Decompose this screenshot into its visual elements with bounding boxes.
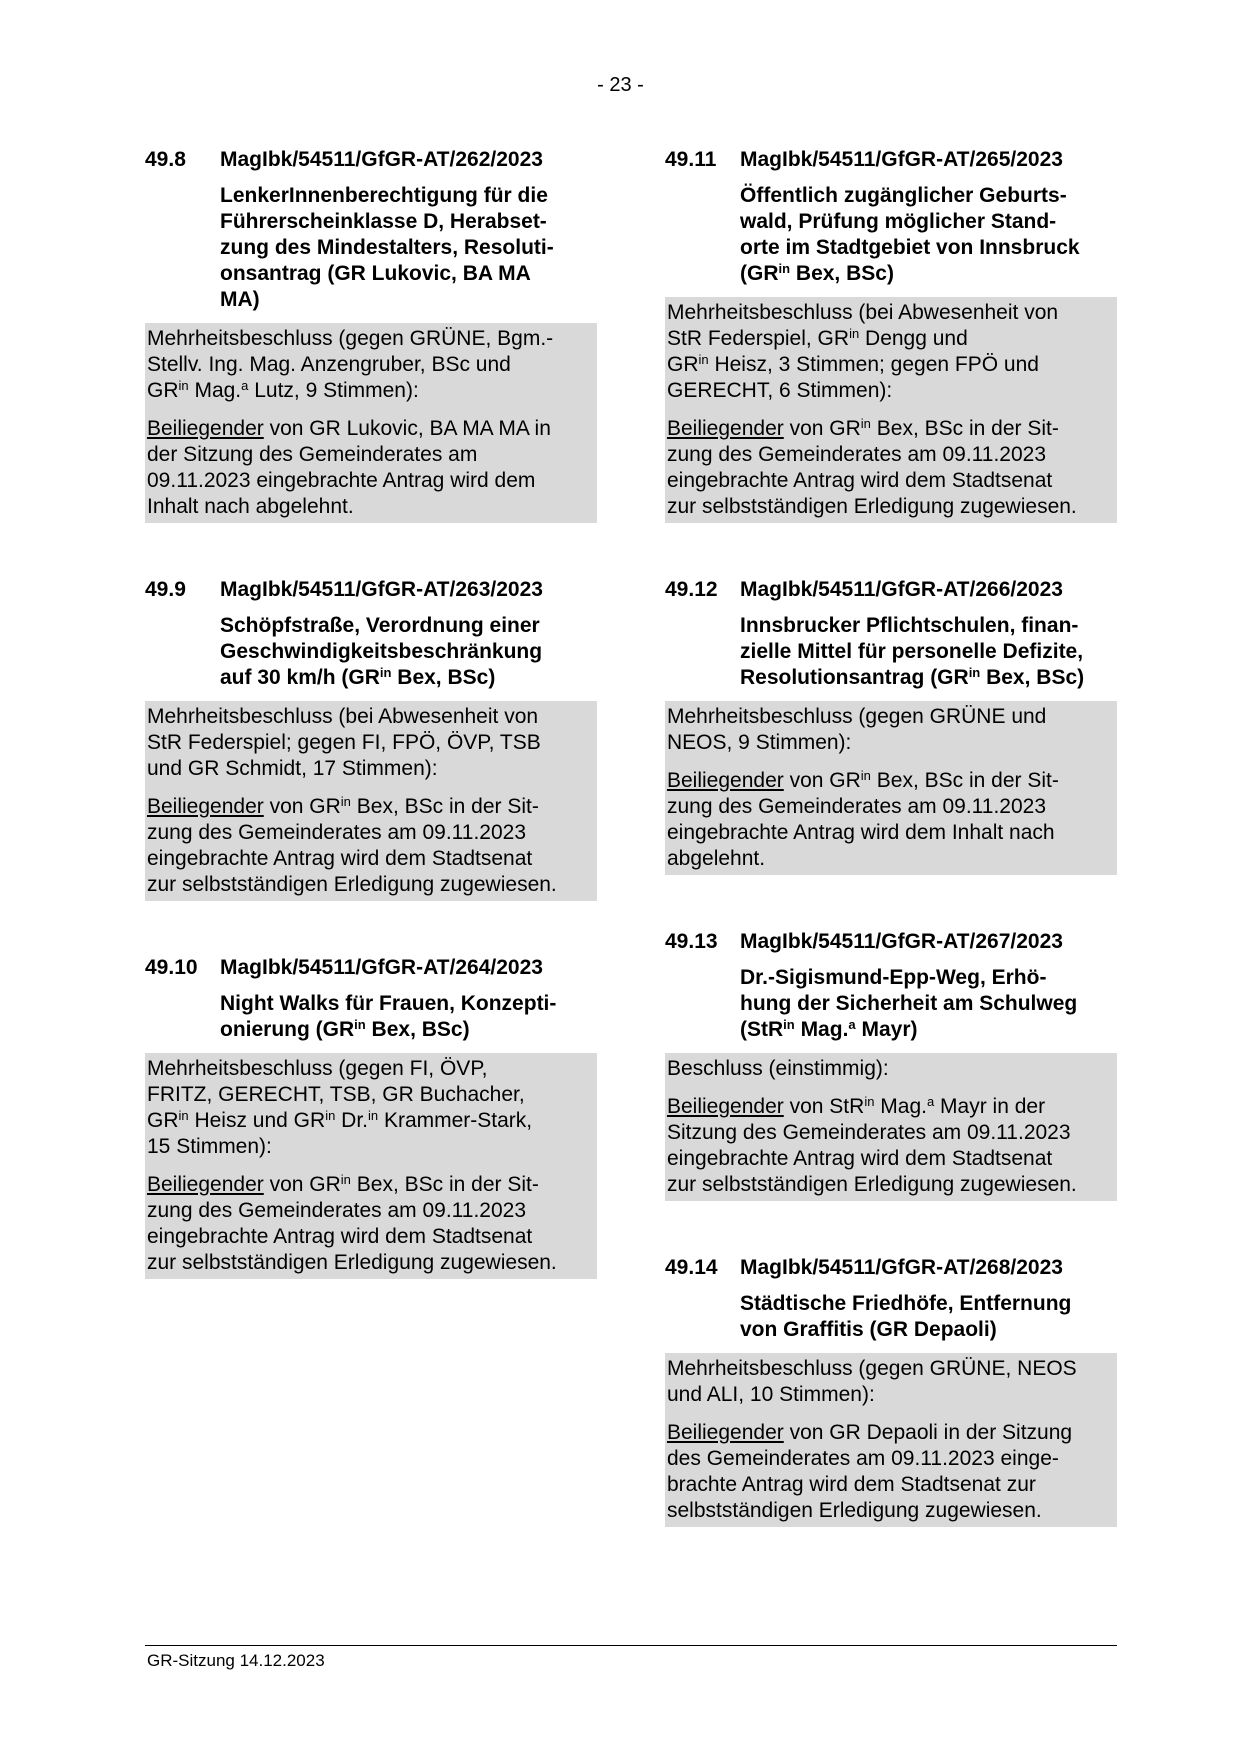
- resolution-box: [665, 297, 1117, 523]
- resolution-decision: Mehrheitsbeschluss (gegen GRÜNE, Bgm.- Stellv. Ing. Mag. Anzengruber, BSc und $GR^{in}$ Mag.$^a$ Lutz, 9 Stimmen):: [147, 327, 554, 402]
- right-column: [665, 147, 1117, 1581]
- agenda-item-title: Dr.-Sigismund-Epp-Weg, Erhö- hung der Sicherheit am Schulweg (StR$^{in}$ Mag.$^a$ Mayr): [740, 966, 1078, 1041]
- agenda-item-header: [145, 955, 597, 981]
- resolution-text: Beiliegender von GR Depaoli in der Sitzung des Gemeinderates am 09.11.2023 einge- brachte Antrag wird dem Stadtsenat zur selbstständigen Erledigung zugewiesen.: [667, 1421, 1073, 1522]
- agenda-item-reference: MagIbk/54511/GfGR-AT/262/2023: [220, 148, 543, 171]
- agenda-item: [145, 577, 597, 901]
- agenda-item-number: 49.14: [665, 1256, 718, 1279]
- agenda-item: [145, 955, 597, 1279]
- resolution-box: [145, 323, 597, 523]
- agenda-item-title: Städtische Friedhöfe, Entfernung von Graffitis (GR Depaoli): [740, 1292, 1072, 1341]
- resolution-decision: Mehrheitsbeschluss (bei Abwesenheit von StR Federspiel; gegen FI, FPÖ, ÖVP, TSB und GR Schmidt, 17 Stimmen):: [147, 705, 541, 780]
- agenda-item-header: [665, 577, 1117, 603]
- agenda-item-reference: MagIbk/54511/GfGR-AT/266/2023: [740, 578, 1063, 601]
- resolution-text: Beiliegender von $GR^{in}$ Bex, BSc in der Sit- zung des Gemeinderates am 09.11.2023 eingebrachte Antrag wird dem Stadtsenat zur selbstständigen Erledigung zugewiesen.: [667, 416, 1077, 518]
- agenda-item-reference: MagIbk/54511/GfGR-AT/267/2023: [740, 930, 1063, 953]
- agenda-item-header: [145, 147, 597, 173]
- resolution-text: Beiliegender von $GR^{in}$ Bex, BSc in der Sit- zung des Gemeinderates am 09.11.2023 eingebrachte Antrag wird dem Stadtsenat zur selbstständigen Erledigung zugewiesen.: [147, 1172, 557, 1274]
- resolution-box: [665, 1353, 1117, 1527]
- resolution-text: Beiliegender von StR$^{in}$ Mag.$^a$ Mayr in der Sitzung des Gemeinderates am 09.11.2023 eingebrachte Antrag wird dem Stadtsenat zur selbstständigen Erledigung zugewiesen.: [667, 1094, 1077, 1196]
- agenda-item-number: 49.11: [665, 148, 717, 171]
- agenda-item-title: Innsbrucker Pflichtschulen, finan- zielle Mittel für personelle Defizite, Resolutionsantrag ($GR^{in}$ Bex, BSc): [740, 614, 1085, 689]
- resolution-decision: Mehrheitsbeschluss (gegen GRÜNE, NEOS und ALI, 10 Stimmen):: [667, 1357, 1077, 1406]
- footer-session-date: GR-Sitzung 14.12.2023: [147, 1651, 325, 1670]
- resolution-text: Beiliegender von $GR^{in}$ Bex, BSc in der Sit- zung des Gemeinderates am 09.11.2023 eingebrachte Antrag wird dem Inhalt nach abgelehnt.: [667, 768, 1059, 870]
- resolution-decision: Beschluss (einstimmig):: [667, 1057, 889, 1080]
- resolution-box: [145, 1053, 597, 1279]
- resolution-box: [665, 1053, 1117, 1201]
- agenda-item-title: Öffentlich zugänglicher Geburts- wald, Prüfung möglicher Stand- orte im Stadtgebiet von Innsbruck ($GR^{in}$ Bex, BSc): [740, 184, 1080, 285]
- agenda-item-header: [665, 1255, 1117, 1281]
- agenda-item-header: [665, 929, 1117, 955]
- resolution-decision: Mehrheitsbeschluss (gegen GRÜNE und NEOS, 9 Stimmen):: [667, 705, 1047, 754]
- agenda-item-reference: MagIbk/54511/GfGR-AT/268/2023: [740, 1256, 1063, 1279]
- resolution-box: [665, 701, 1117, 875]
- footer-divider: [145, 1645, 1117, 1646]
- agenda-item-title: Night Walks für Frauen, Konzepti- onierung ($GR^{in}$ Bex, BSc): [220, 992, 557, 1041]
- agenda-item-header: [665, 147, 1117, 173]
- agenda-item: [665, 147, 1117, 523]
- agenda-item-reference: MagIbk/54511/GfGR-AT/264/2023: [220, 956, 543, 979]
- agenda-item: [665, 929, 1117, 1201]
- page-number: - 23 -: [597, 74, 644, 96]
- agenda-item-number: 49.9: [145, 578, 186, 601]
- agenda-item-title: LenkerInnenberechtigung für die Führerscheinklasse D, Herabset- zung des Mindestalters, Resoluti- onsantrag (GR Lukovic, BA MA MA): [220, 184, 554, 311]
- agenda-item-number: 49.12: [665, 578, 718, 601]
- agenda-item: [145, 147, 597, 523]
- resolution-box: [145, 701, 597, 901]
- agenda-item-number: 49.8: [145, 148, 186, 171]
- agenda-item: [665, 1255, 1117, 1527]
- resolution-text: Beiliegender von GR Lukovic, BA MA MA in der Sitzung des Gemeinderates am 09.11.2023 eingebrachte Antrag wird dem Inhalt nach abgelehnt.: [147, 417, 551, 518]
- agenda-item: [665, 577, 1117, 875]
- agenda-item-reference: MagIbk/54511/GfGR-AT/263/2023: [220, 578, 543, 601]
- agenda-item-reference: MagIbk/54511/GfGR-AT/265/2023: [740, 148, 1063, 171]
- left-column: [145, 147, 597, 1333]
- agenda-item-header: [145, 577, 597, 603]
- agenda-item-title: Schöpfstraße, Verordnung einer Geschwindigkeitsbeschränkung auf 30 km/h ($GR^{in}$ Bex, BSc): [220, 614, 543, 689]
- resolution-decision: Mehrheitsbeschluss (gegen FI, ÖVP, FRITZ, GERECHT, TSB, GR Buchacher, $GR^{in}$ Heisz und $GR^{in}$ Dr.$^{in}$ Krammer-Stark, 15 Stimmen):: [147, 1057, 533, 1158]
- agenda-item-number: 49.10: [145, 956, 198, 979]
- resolution-decision: Mehrheitsbeschluss (bei Abwesenheit von StR Federspiel, $GR^{in}$ Dengg und $GR^{in}$ Heisz, 3 Stimmen; gegen FPÖ und GERECHT, 6 Stimmen):: [667, 301, 1059, 402]
- agenda-item-number: 49.13: [665, 930, 718, 953]
- resolution-text: Beiliegender von $GR^{in}$ Bex, BSc in der Sit- zung des Gemeinderates am 09.11.2023 eingebrachte Antrag wird dem Stadtsenat zur selbstständigen Erledigung zugewiesen.: [147, 794, 557, 896]
